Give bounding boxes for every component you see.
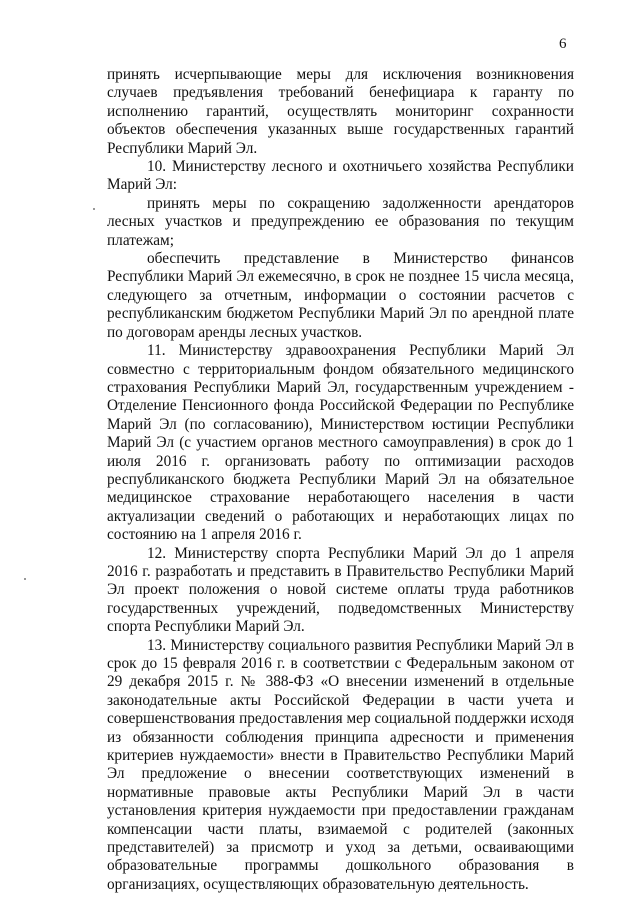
scan-speck — [24, 578, 26, 580]
paragraph-item-10-measure-1: принять меры по сокращению задолженности арендаторов лесных участков и предупреждению ее образования по текущим платежам; — [107, 194, 574, 249]
page-number: 6 — [559, 36, 567, 52]
scan-speck — [93, 208, 95, 210]
paragraph-item-12: 12. Министерству спорта Республики Марий Эл до 1 апреля 2016 г. разработать и представить в Правительство Республики Марий Эл проект положения о новой системе оплаты труда работников государственных учреждений, подведомственных Министерству спорта Республики Марий Эл. — [107, 544, 574, 636]
paragraph-item-10-measure-2: обеспечить представление в Министерство финансов Республики Марий Эл ежемесячно, в срок не позднее 15 числа месяца, следующего за отчетным, информации о состоянии расчетов с республиканским бюджетом Республики Марий Эл по арендной плате по договорам аренды лесных участков. — [107, 250, 574, 341]
paragraph-item-13: 13. Министерству социального развития Республики Марий Эл в срок до 15 февраля 2016 г. в соответствии с Федеральным законом от 29 декабря 2015 г. № 388-ФЗ «О внесении изменений в отдельные законодательные акты Российской Федерации в части учета и совершенствования предоставления мер социальной поддержки исходя из обязанности соблюдения принципа адресности и применения критериев нуждаемости» внести в Правительство Республики Марий Эл предложение о внесении соответствующих изменений в нормативные правовые акты Республики Марий Эл в части установления критерия нуждаемости при предоставлении гражданам компенсации части платы, взимаемой с родителей (законных представителей) за присмотр и уход за детьми, осваивающими образовательные программы дошкольного образования в организациях, осуществляющих образовательную деятельность. — [107, 636, 574, 893]
paragraph-item-11: 11. Министерству здравоохранения Республики Марий Эл совместно с территориальным фондом обязательного медицинского страхования Республики Марий Эл, государственным учреждением - Отделение Пенсионного фонда Российской Федерации по Республике Марий Эл (по согласованию), Министерством юстиции Республики Марий Эл (с участием органов местного самоуправления) в срок до 1 июля 2016 г. организовать работу по оптимизации расходов республиканского бюджета Республики Марий Эл на обязательное медицинское страхование неработающего населения в части актуализации сведений о работающих и неработающих лицах по состоянию на 1 апреля 2016 г. — [107, 342, 574, 544]
document-body — [107, 66, 574, 894]
paragraph-item-10: 10. Министерству лесного и охотничьего хозяйства Республики Марий Эл: — [107, 158, 574, 194]
paragraph-continuation: принять исчерпывающие меры для исключения возникновения случаев предъявления требований бенефициара к гаранту по исполнению гарантий, осуществлять мониторинг сохранности объектов обеспечения указанных выше государственных гарантий Республики Марий Эл. — [107, 66, 574, 157]
